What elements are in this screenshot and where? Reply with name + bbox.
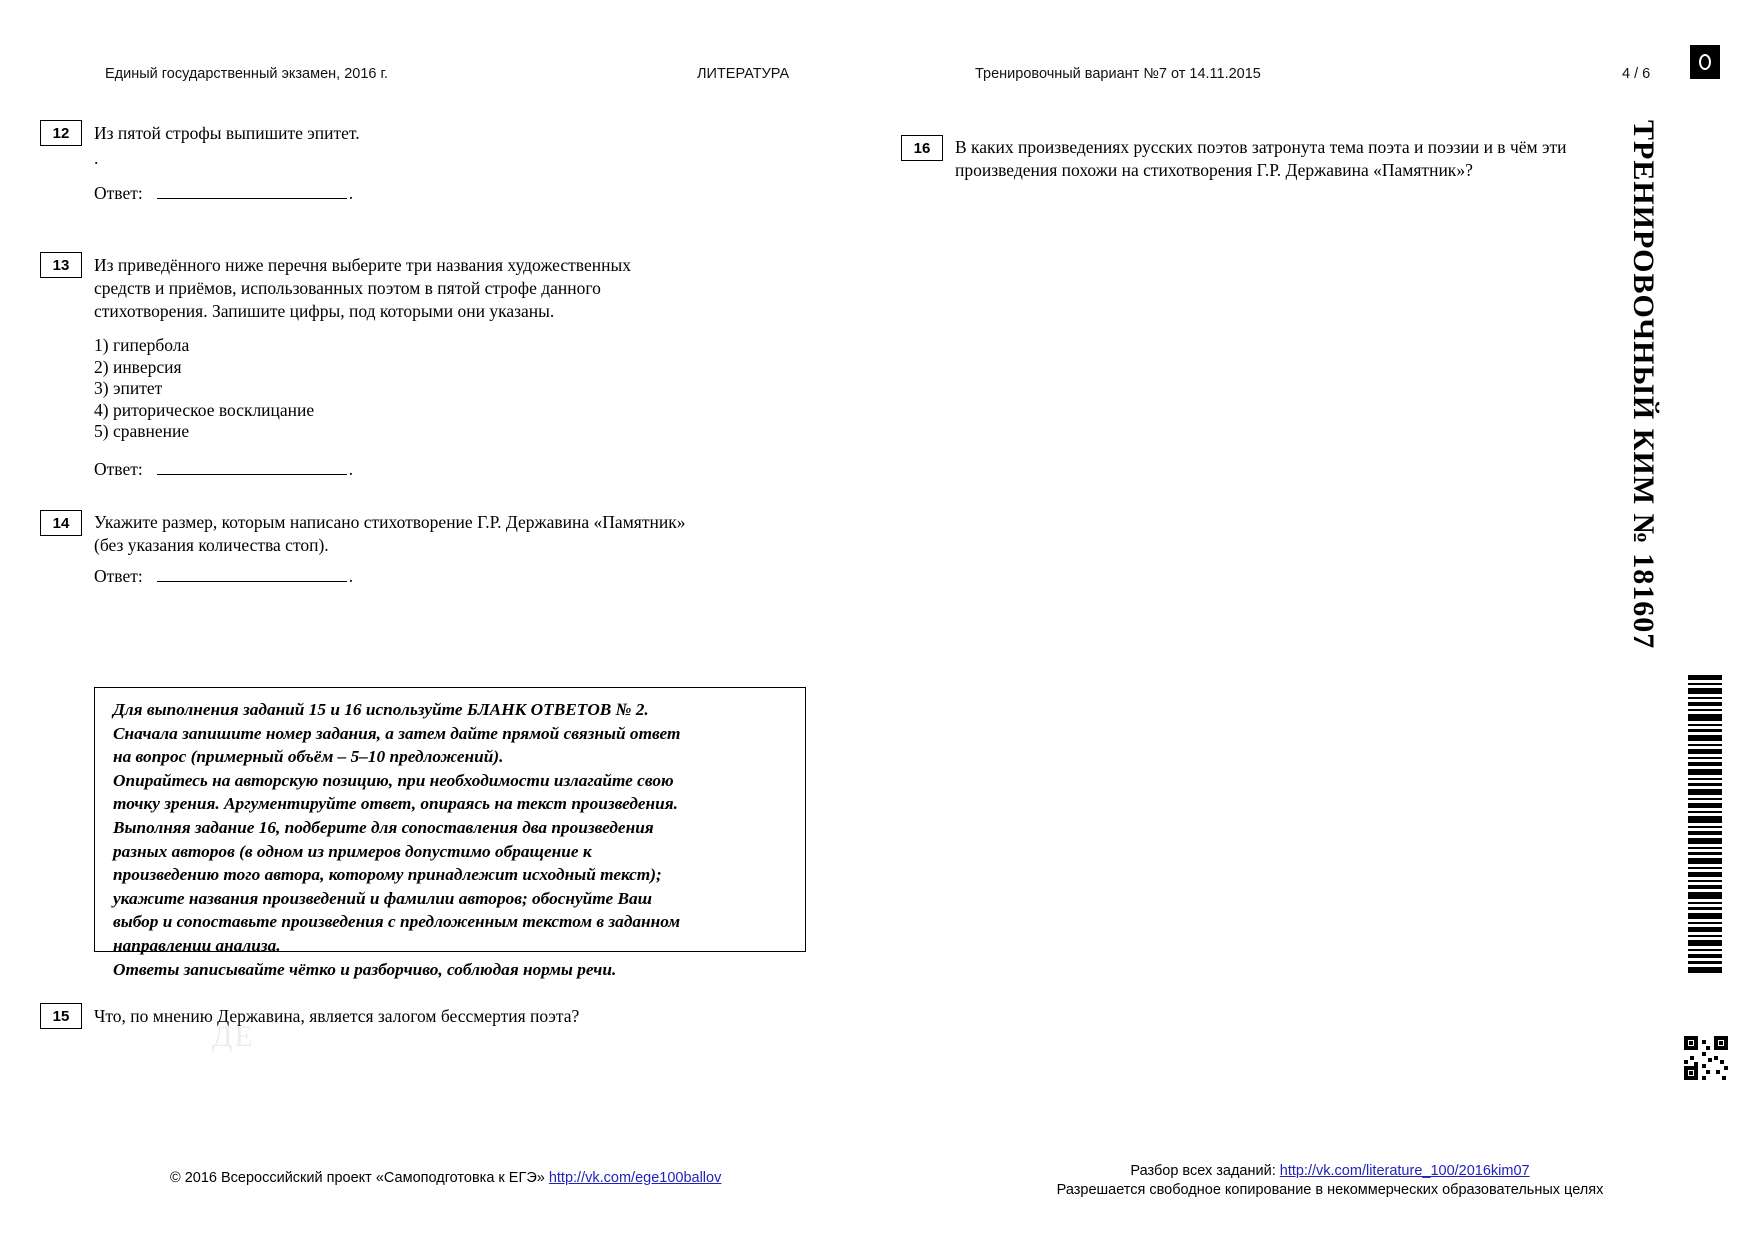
header-exam-name: Единый государственный экзамен, 2016 г. (105, 66, 389, 82)
option-item[interactable]: 3) эпитет (94, 378, 163, 398)
instruction-line: Для выполнения заданий 15 и 16 используйте БЛАНК ОТВЕТОВ № 2. (113, 700, 649, 719)
task-text-14: Укажите размер, которым написано стихотворение Г.Р. Державина «Памятник» (без указания количества стоп). (94, 512, 686, 555)
instruction-line: Сначала запишите номер задания, а затем дайте прямой связный ответ (113, 723, 681, 743)
footer-right-line2: Разрешается свободное копирование в некоммерческих образовательных целях (1056, 1182, 1604, 1198)
task-12-dot: . (94, 148, 99, 168)
header-subject: ЛИТЕРАТУРА (697, 66, 790, 82)
footer-right-text: Разбор всех заданий: (1130, 1163, 1280, 1179)
task-13-options (94, 335, 314, 443)
task-text-15: Что, по мнению Державина, является залогом бессмертия поэта? (94, 1006, 580, 1026)
instruction-line: Опирайтесь на авторскую позицию, при необходимости излагайте свою (113, 770, 674, 790)
footer-left-link[interactable]: http://vk.com/ege100ballov (548, 1170, 722, 1186)
task-number-12: 12 (40, 120, 82, 146)
answer-dot-14: . (348, 566, 354, 586)
answer-label-13: Ответ: (94, 459, 143, 479)
instruction-line: разных авторов (в одном из примеров допустимо обращение к (113, 841, 592, 861)
kim-vertical-title: ТРЕНИРОВОЧНЫЙ КИМ № 181607 (1627, 120, 1660, 650)
instruction-line: произведению того автора, которому принадлежит исходный текст); (113, 865, 662, 885)
header-page-number: 4 / 6 (1622, 66, 1651, 82)
answer-field-14[interactable] (94, 566, 353, 587)
instruction-line: на вопрос (примерный объём – 5–10 предложений). (113, 747, 504, 767)
option-item[interactable]: 1) гипербола (94, 335, 190, 355)
task-number-15: 15 (40, 1003, 82, 1029)
header-variant: Тренировочный вариант №7 от 14.11.2015 (975, 66, 1261, 82)
instruction-text (113, 698, 785, 981)
instruction-line: выбор и сопоставьте произведения с предложенным текстом в заданном (113, 912, 681, 932)
option-item[interactable]: 5) сравнение (94, 421, 190, 441)
answer-rule-14[interactable] (157, 567, 347, 582)
task-number-16: 16 (901, 135, 943, 161)
footer-right (1020, 1162, 1640, 1200)
footer-right-link[interactable]: http://vk.com/literature_100/2016kim07 (1279, 1163, 1530, 1179)
qr-code-icon (1684, 1036, 1728, 1080)
answer-field-12[interactable] (94, 183, 353, 204)
instruction-line: Выполняя задание 16, подберите для сопоставления два произведения (113, 817, 654, 837)
footer-right-line1 (1020, 1162, 1640, 1181)
answer-field-13[interactable] (94, 459, 353, 480)
task-number-14: 14 (40, 510, 82, 536)
footer-left (170, 1170, 721, 1186)
task-text-16: В каких произведениях русских поэтов затронута тема поэта и поэзии и в чём эти произведения похожи на стихотворения Г.Р. Державина «Памятник»? (955, 137, 1567, 180)
barcode-icon (1688, 675, 1722, 975)
answer-rule-12[interactable] (157, 184, 347, 199)
instruction-line: точку зрения. Аргументируйте ответ, опираясь на текст произведения. (113, 794, 678, 814)
task-text-13: Из приведённого ниже перечня выберите три названия художественных средств и приёмов, использованных поэтом в пятой строфе данного стихотворения. Запишите цифры, под которыми они указаны. (94, 255, 631, 321)
instruction-line: Ответы записывайте чётко и разборчиво, соблюдая нормы речи. (113, 959, 617, 979)
answer-label-12: Ответ: (94, 183, 143, 203)
watermark: ДЕ (212, 1020, 255, 1053)
instruction-line: направлении анализа. (113, 935, 281, 955)
answer-label-14: Ответ: (94, 566, 143, 586)
task-number-13: 13 (40, 252, 82, 278)
answer-dot-13: . (348, 459, 354, 479)
instruction-line: укажите названия произведений и фамилии авторов; обоснуйте Ваш (113, 888, 653, 908)
answer-dot-12: . (348, 183, 354, 203)
task-text-12: Из пятой строфы выпишите эпитет. (94, 123, 360, 143)
option-item[interactable]: 4) риторическое восклицание (94, 399, 315, 420)
option-item[interactable]: 2) инверсия (94, 356, 182, 377)
ege-logo-icon (1690, 45, 1720, 79)
footer-left-text: © 2016 Всероссийский проект «Самоподготовка к ЕГЭ» (170, 1170, 549, 1186)
instruction-box (94, 687, 806, 979)
answer-rule-13[interactable] (157, 460, 347, 475)
